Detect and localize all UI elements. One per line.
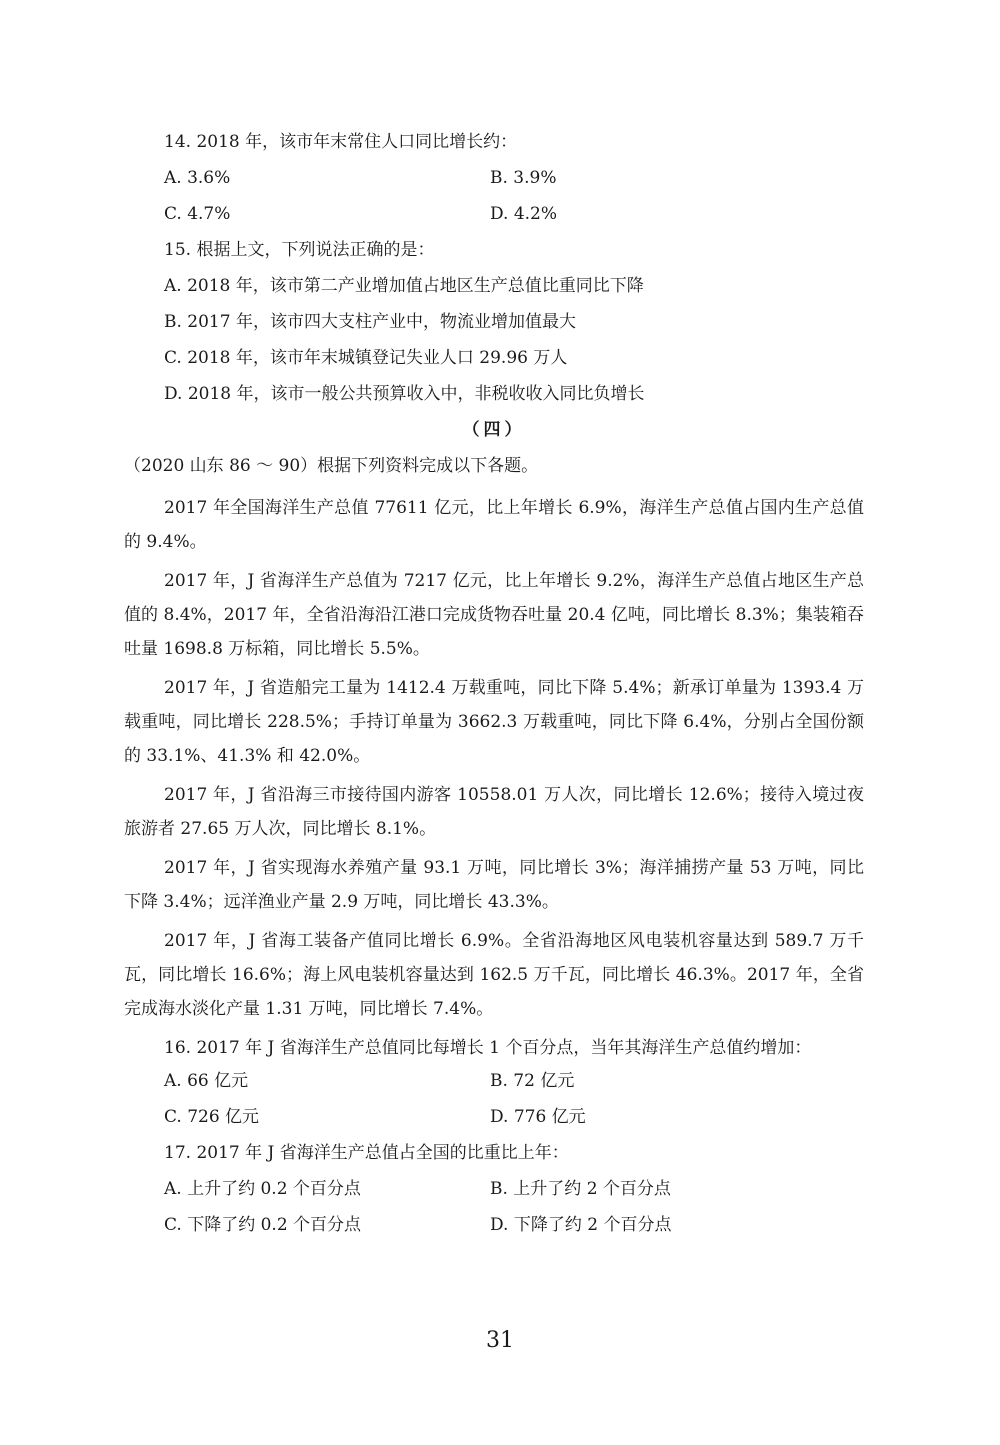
question-17-options <box>124 1178 864 1236</box>
question-17-stem: 17. 2017 年 J 省海洋生产总值占全国的比重比上年： <box>164 1143 569 1163</box>
q17-option-b: B. 上升了约 2 个百分点 <box>490 1179 671 1199</box>
q15-option-c: C. 2018 年，该市年末城镇登记失业人口 29.96 万人 <box>164 348 568 368</box>
q15-option-b: B. 2017 年，该市四大支柱产业中，物流业增加值最大 <box>164 312 576 332</box>
section-source: （2020 山东 86 ～ 90）根据下列资料完成以下各题。 <box>124 456 539 476</box>
material-paragraph-1: 2017 年全国海洋生产总值 77611 亿元，比上年增长 6.9%，海洋生产总值占国内生产总值的 9.4%。 <box>124 498 864 552</box>
page-number: 31 <box>486 1328 514 1353</box>
material-paragraph-5: 2017 年，J 省实现海水养殖产量 93.1 万吨，同比增长 3%；海洋捕捞产量 53 万吨，同比下降 3.4%；远洋渔业产量 2.9 万吨，同比增长 43.3%。 <box>124 858 864 912</box>
q16-option-d: D. 776 亿元 <box>490 1107 586 1127</box>
question-16-stem: 16. 2017 年 J 省海洋生产总值同比每增长 1 个百分点，当年其海洋生产总值约增加： <box>164 1038 812 1058</box>
q17-option-a: A. 上升了约 0.2 个百分点 <box>164 1179 361 1199</box>
question-16-options <box>124 1070 864 1128</box>
q14-option-b: B. 3.9% <box>490 168 557 188</box>
page-content <box>124 131 864 1250</box>
q17-option-c: C. 下降了约 0.2 个百分点 <box>164 1215 362 1235</box>
q14-option-c: C. 4.7% <box>164 204 231 224</box>
section-title: （四） <box>462 420 526 440</box>
q16-option-a: A. 66 亿元 <box>164 1071 249 1091</box>
material-paragraph-3: 2017 年，J 省造船完工量为 1412.4 万载重吨，同比下降 5.4%；新承订单量为 1393.4 万载重吨，同比增长 228.5%；手持订单量为 3662.3 万载重吨，同比下降 6.4%，分别占全国份额的 33.1%、41.3% 和 42.0%。 <box>124 678 864 766</box>
q15-option-a: A. 2018 年，该市第二产业增加值占地区生产总值比重同比下降 <box>164 276 644 296</box>
q14-option-d: D. 4.2% <box>490 204 558 224</box>
question-14-stem: 14. 2018 年，该市年末常住人口同比增长约： <box>164 132 518 152</box>
material-paragraph-6: 2017 年，J 省海工装备产值同比增长 6.9%。全省沿海地区风电装机容量达到 589.7 万千瓦，同比增长 16.6%；海上风电装机容量达到 162.5 万千瓦，同比增长 46.3%。2017 年，全省完成海水淡化产量 1.31 万吨，同比增长 7.4%。 <box>124 931 864 1019</box>
material-paragraph-4: 2017 年，J 省沿海三市接待国内游客 10558.01 万人次，同比增长 12.6%；接待入境过夜旅游者 27.65 万人次，同比增长 8.1%。 <box>124 785 864 839</box>
q16-option-c: C. 726 亿元 <box>164 1107 260 1127</box>
q15-option-d: D. 2018 年，该市一般公共预算收入中，非税收收入同比负增长 <box>164 384 645 404</box>
q16-option-b: B. 72 亿元 <box>490 1071 575 1091</box>
question-14-options <box>124 167 864 225</box>
question-15-stem: 15. 根据上文，下列说法正确的是： <box>164 240 435 260</box>
q17-option-d: D. 下降了约 2 个百分点 <box>490 1215 672 1235</box>
q14-option-a: A. 3.6% <box>164 168 231 188</box>
material-paragraph-2: 2017 年，J 省海洋生产总值为 7217 亿元，比上年增长 9.2%，海洋生产总值占地区生产总值的 8.4%，2017 年，全省沿海沿江港口完成货物吞吐量 20.4 亿吨，同比增长 8.3%；集装箱吞吐量 1698.8 万标箱，同比增长 5.5%。 <box>124 571 864 659</box>
